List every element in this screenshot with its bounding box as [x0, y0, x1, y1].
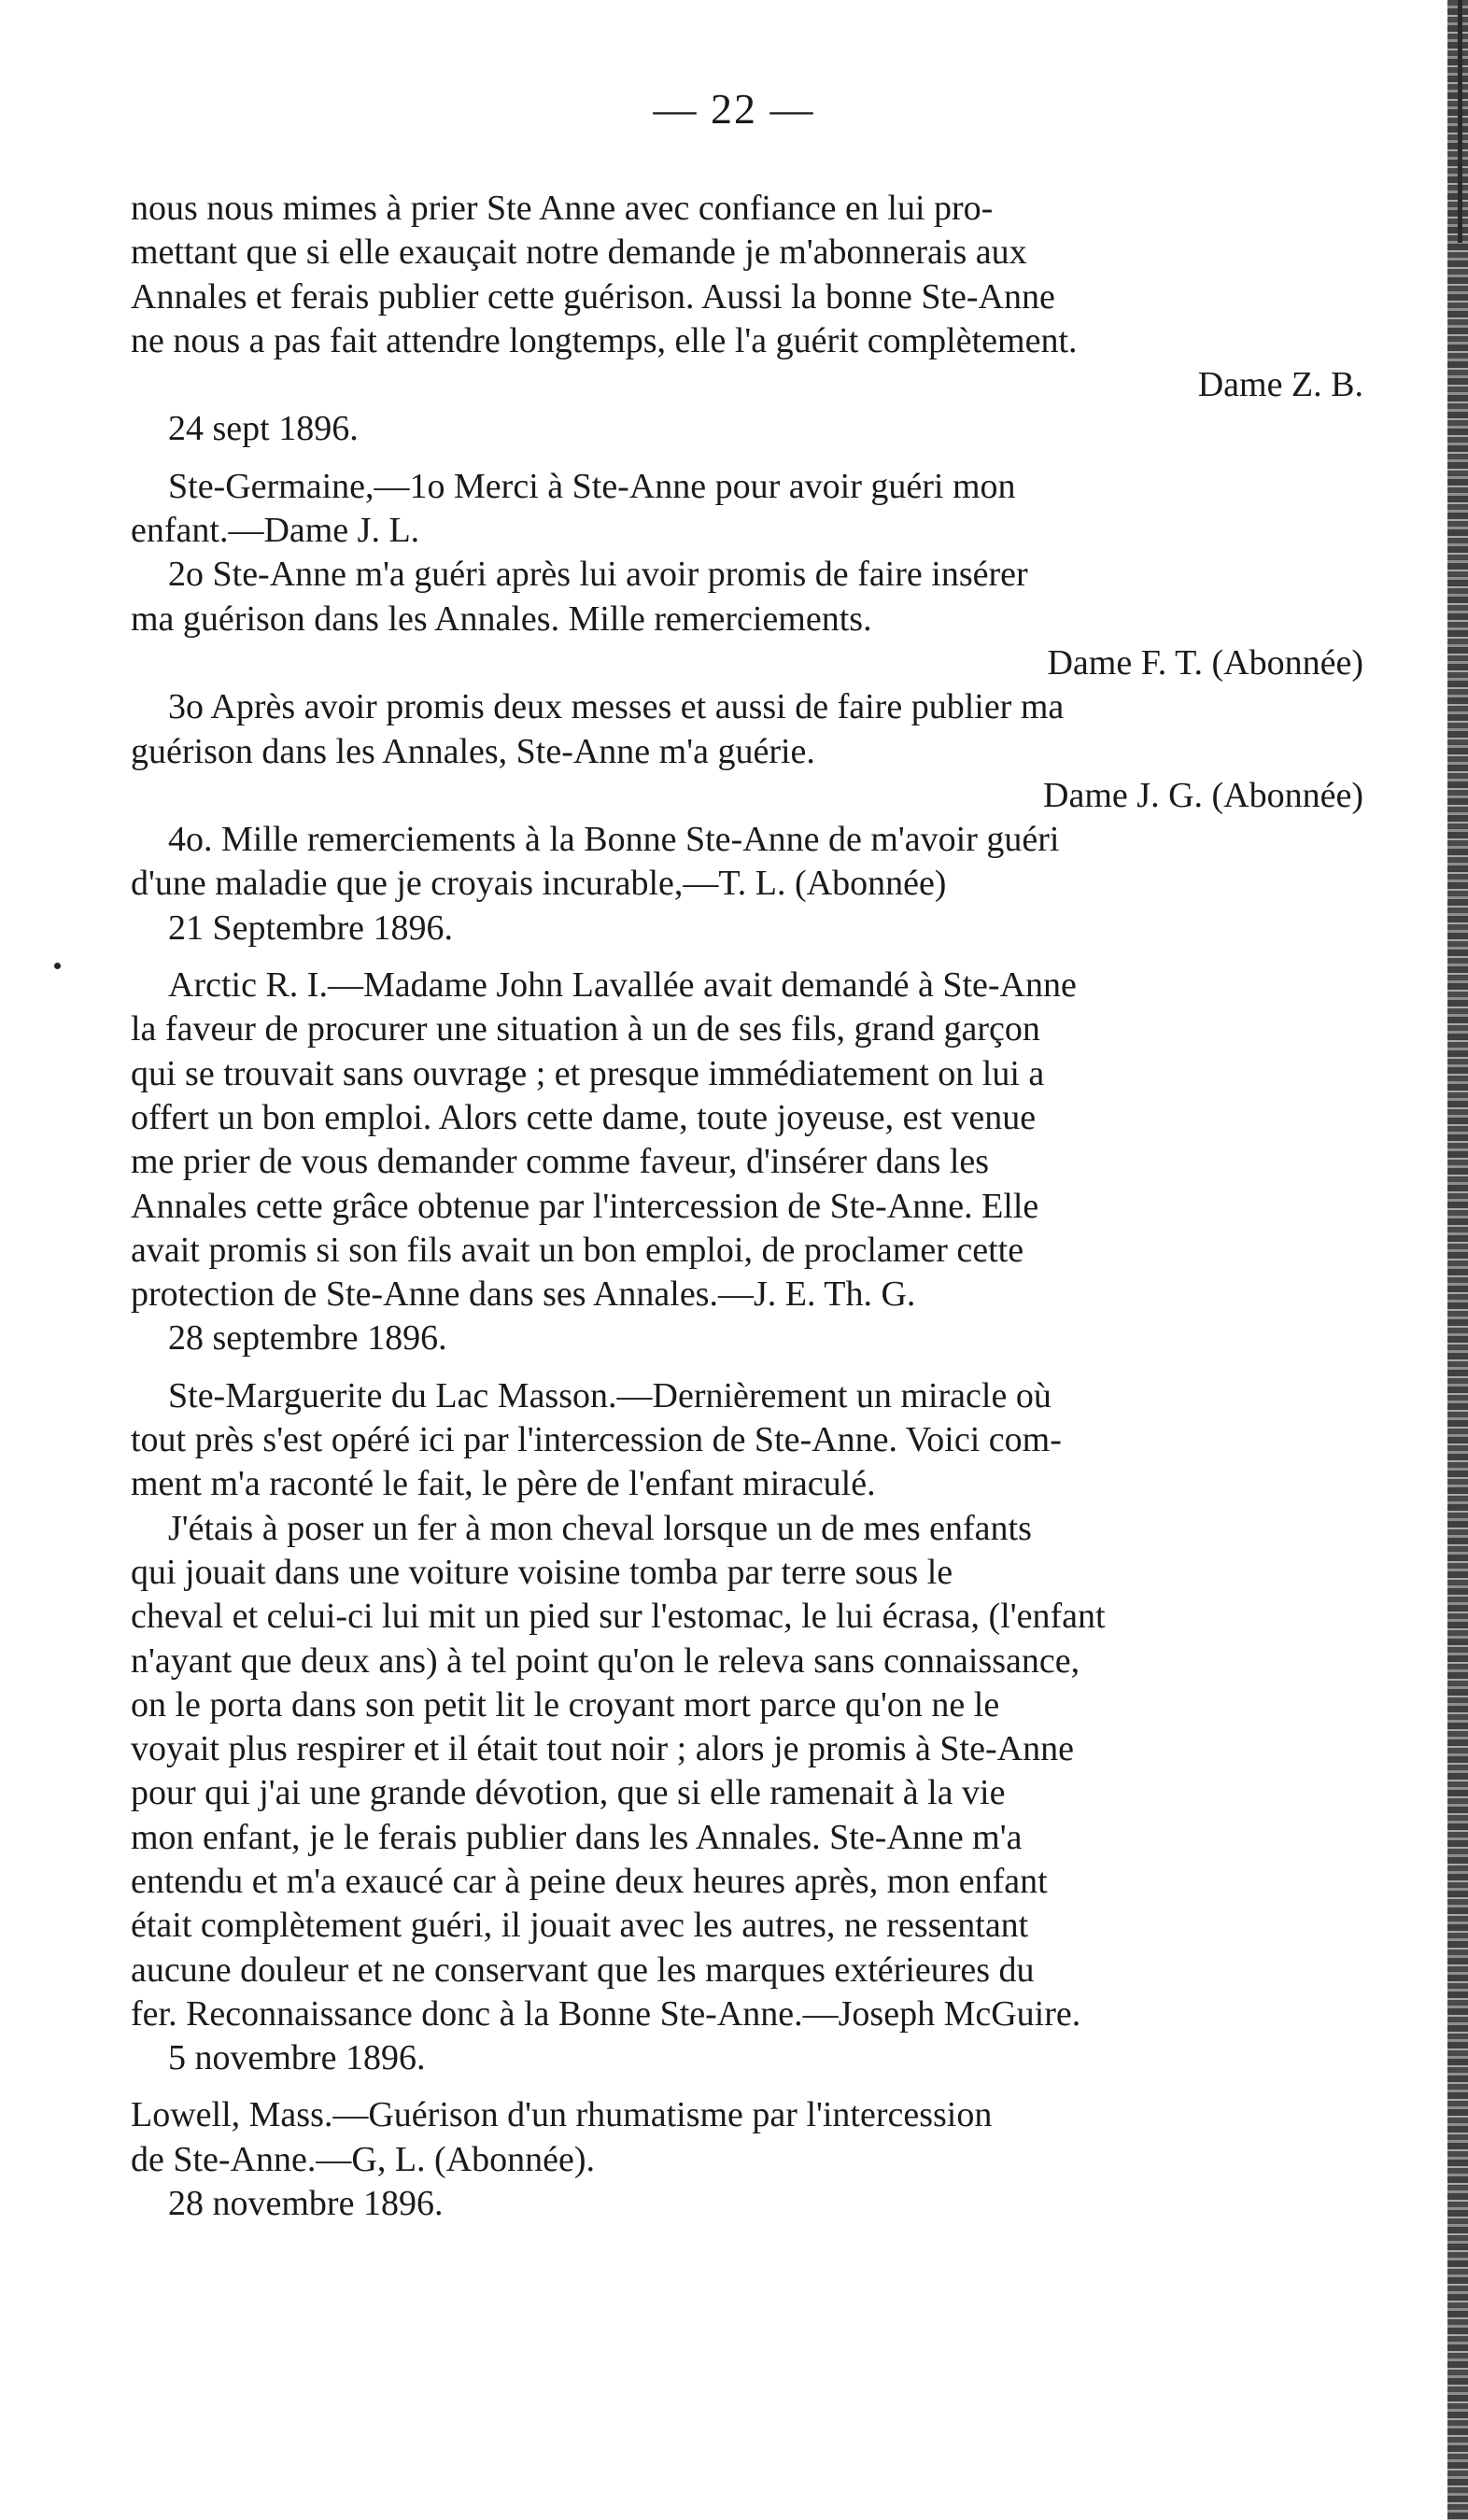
scanned-page-edge-top — [1458, 0, 1462, 243]
signature-line: Dame Z. B. — [1197, 365, 1363, 405]
text-line: Arctic R. I.—Madame John Lavallée avait demandé à Ste-Anne — [168, 965, 1077, 1006]
text-line: 4o. Mille remerciements à la Bonne Ste-Anne de m'avoir guéri — [168, 820, 1060, 860]
text-line: d'une maladie que je croyais incurable,—T. L. (Abonnée) — [131, 864, 947, 904]
text-line: 3o Après avoir promis deux messes et aussi de faire publier ma — [168, 687, 1065, 727]
signature-line: Dame F. T. (Abonnée) — [1047, 642, 1363, 683]
text-line: cheval et celui-ci lui mit un pied sur l'estomac, le lui écrasa, (l'enfant — [131, 1597, 1106, 1637]
text-line: ment m'a raconté le fait, le père de l'enfant miraculé. — [131, 1464, 876, 1504]
date-line: 28 novembre 1896. — [168, 2184, 444, 2224]
date-line: 5 novembre 1896. — [168, 2038, 426, 2078]
date-line: 21 Septembre 1896. — [168, 908, 454, 948]
text-line: 2o Ste-Anne m'a guéri après lui avoir promis de faire insérer — [168, 555, 1028, 595]
text-line: avait promis si son fils avait un bon emploi, de proclamer cette — [131, 1230, 1024, 1270]
page-number: — 22 — — [653, 85, 815, 133]
text-line: mettant que si elle exauçait notre demande je m'abonnerais aux — [131, 232, 1027, 273]
text-line: me prier de vous demander comme faveur, d'insérer dans les — [131, 1142, 990, 1182]
text-line: fer. Reconnaissance donc à la Bonne Ste-Anne.—Joseph McGuire. — [131, 1993, 1081, 2034]
text-line: J'étais à poser un fer à mon cheval lorsque un de mes enfants — [168, 1508, 1032, 1548]
text-line: aucune douleur et ne conservant que les marques extérieures du — [131, 1950, 1035, 1990]
text-line: était complètement guéri, il jouait avec les autres, ne ressentant — [131, 1906, 1029, 1946]
text-line: guérison dans les Annales, Ste-Anne m'a guérie. — [131, 731, 815, 771]
text-line: on le porta dans son petit lit le croyant mort parce qu'on ne le — [131, 1684, 1000, 1725]
text-line: voyait plus respirer et il était tout noir ; alors je promis à Ste-Anne — [131, 1729, 1074, 1769]
text-line: tout près s'est opéré ici par l'intercession de Ste-Anne. Voici com- — [131, 1420, 1062, 1460]
date-line: 28 septembre 1896. — [168, 1318, 447, 1359]
text-line: enfant.—Dame J. L. — [131, 511, 420, 551]
date-line: 24 sept 1896. — [168, 409, 359, 449]
text-line: mon enfant, je le ferais publier dans les Annales. Ste-Anne m'a — [131, 1817, 1023, 1857]
text-line: la faveur de procurer une situation à un de ses fils, grand garçon — [131, 1009, 1040, 1049]
text-line: qui jouait dans une voiture voisine tomba par terre sous le — [131, 1552, 953, 1592]
text-line: Annales cette grâce obtenue par l'intercession de Ste-Anne. Elle — [131, 1186, 1039, 1226]
text-line: ma guérison dans les Annales. Mille remerciements. — [131, 598, 872, 639]
text-line: ne nous a pas fait attendre longtemps, elle l'a guérit complètement. — [131, 320, 1078, 360]
text-line: nous nous mimes à prier Ste Anne avec confiance en lui pro- — [131, 189, 994, 228]
text-line: Lowell, Mass.—Guérison d'un rhumatisme par l'intercession — [131, 2095, 993, 2135]
text-line: entendu et m'a exaucé car à peine deux heures après, mon enfant — [131, 1861, 1048, 1901]
text-line: Ste-Germaine,—1o Merci à Ste-Anne pour avoir guéri mon — [168, 466, 1016, 506]
text-line: offert un bon emploi. Alors cette dame, toute joyeuse, est venue — [131, 1097, 1037, 1137]
text-line: de Ste-Anne.—G, L. (Abonnée). — [131, 2139, 596, 2179]
text-line: protection de Ste-Anne dans ses Annales.—J. E. Th. G. — [131, 1274, 916, 1315]
text-line: pour qui j'ai une grande dévotion, que si elle ramenait à la vie — [131, 1773, 1006, 1813]
text-line: Ste-Marguerite du Lac Masson.—Dernièrement un miracle où — [168, 1375, 1052, 1415]
body-text — [131, 187, 1419, 2226]
text-line: qui se trouvait sans ouvrage ; et presque immédiatement on lui a — [131, 1053, 1045, 1093]
signature-line: Dame J. G. (Abonnée) — [1043, 775, 1363, 815]
text-line: n'ayant que deux ans) à tel point qu'on le releva sans connaissance, — [131, 1640, 1080, 1681]
stray-mark — [54, 963, 61, 969]
scanned-page-edge — [1447, 0, 1468, 2520]
text-line: Annales et ferais publier cette guérison. Aussi la bonne Ste-Anne — [131, 276, 1055, 317]
